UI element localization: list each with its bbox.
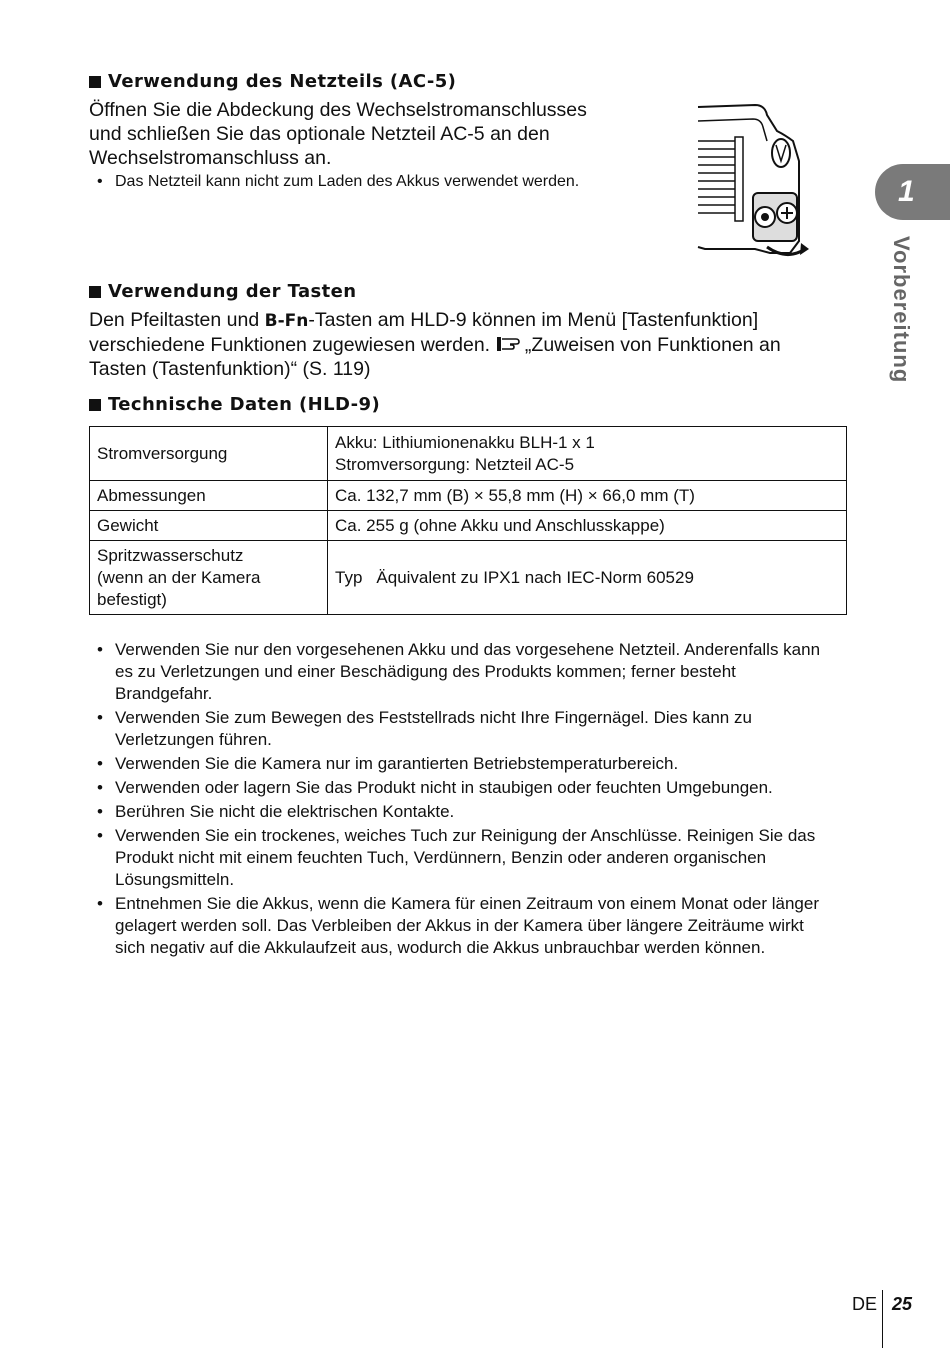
table-cell-value: Ca. 255 g (ohne Akku und Anschlusskappe) <box>328 511 847 541</box>
bullet-dot: • <box>97 640 103 659</box>
list-item <box>97 801 837 823</box>
square-bullet-icon <box>89 399 101 411</box>
list-item-text: Entnehmen Sie die Akkus, wenn die Kamera für einen Zeitraum von einem Monat oder länger gelagert werden soll. Das Verbleiben der Akkus in der Kamera über längere Zeiträume wirkt sich negativ auf die Akkulaufzeit aus, wodurch die Akkus unbrauchbar werden können. <box>115 894 820 957</box>
table-cell-value <box>328 427 847 481</box>
footer-language: DE <box>852 1294 878 1314</box>
table-cell-value <box>328 541 847 615</box>
table-cell-label <box>90 541 328 615</box>
text-line: befestigt) <box>97 589 167 609</box>
text-line: (wenn an der Kamera <box>97 567 261 587</box>
bullet-dot: • <box>97 778 103 797</box>
heading-tasten-text: Verwendung der Tasten <box>108 281 357 302</box>
chapter-number: 1 <box>898 175 915 208</box>
list-item-text: Verwenden Sie ein trockenes, weiches Tuch zur Reinigung der Anschlüsse. Reinigen Sie das Produkt nicht mit einem feuchten Tuch, Verdünnern, Benzin oder anderen organischen Lösungsmitteln. <box>115 826 816 889</box>
heading-technische-daten-text: Technische Daten (HLD-9) <box>108 394 381 415</box>
table-cell-value: Ca. 132,7 mm (B) × 55,8 mm (H) × 66,0 mm (T) <box>328 481 847 511</box>
bullet-dot: • <box>97 802 103 821</box>
table-row <box>90 427 847 481</box>
text-segment: -Tasten am HLD-9 können im Menü [Tastenfunktion] <box>308 309 759 331</box>
list-item-text: Verwenden Sie zum Bewegen des Feststellrads nicht Ihre Fingernägel. Dies kann zu Verletzungen führen. <box>115 708 752 749</box>
list-item-text: Verwenden oder lagern Sie das Produkt nicht in staubigen oder feuchten Umgebungen. <box>115 778 773 797</box>
text-segment: „Zuweisen von Funktionen an <box>519 334 781 356</box>
text-line: Öffnen Sie die Abdeckung des Wechselstromanschlusses <box>89 99 587 121</box>
paragraph-tasten <box>89 308 829 381</box>
netzteil-note-text: Das Netzteil kann nicht zum Laden des Akkus verwendet werden. <box>115 173 580 190</box>
heading-netzteil <box>89 71 456 92</box>
square-bullet-icon <box>89 76 101 88</box>
bullet-dot: • <box>97 894 103 913</box>
chapter-title: Vorbereitung <box>889 236 914 384</box>
bfn-key-label: B-Fn <box>264 311 309 331</box>
list-item <box>97 893 837 959</box>
text-line <box>89 333 829 357</box>
list-item <box>97 825 837 891</box>
list-item <box>97 707 837 751</box>
netzteil-note <box>97 171 579 193</box>
text-line: Spritzwasserschutz <box>97 545 244 565</box>
bullet-dot: • <box>97 173 103 190</box>
list-item <box>97 639 837 705</box>
reference-hand-icon <box>496 335 520 353</box>
text-segment: verschiedene Funktionen zugewiesen werden. <box>89 334 496 356</box>
footer-divider <box>882 1290 883 1348</box>
spec-table <box>89 426 847 615</box>
chapter-tab <box>875 164 950 220</box>
heading-netzteil-text: Verwendung des Netzteils (AC-5) <box>108 71 457 92</box>
text-line: und schließen Sie das optionale Netzteil AC-5 an den <box>89 123 550 145</box>
paragraph-netzteil <box>89 98 609 170</box>
text-line: Stromversorgung: Netzteil AC-5 <box>335 454 575 474</box>
table-cell-label: Stromversorgung <box>90 427 328 481</box>
text-line <box>89 308 829 333</box>
typ-value: Äquivalent zu IPX1 nach IEC-Norm 60529 <box>376 567 694 587</box>
bullet-dot: • <box>97 826 103 845</box>
text-segment: Den Pfeiltasten und <box>89 309 265 331</box>
text-line: Akku: Lithiumionenakku BLH-1 x 1 <box>335 432 595 452</box>
list-item-text: Verwenden Sie nur den vorgesehenen Akku und das vorgesehene Netzteil. Anderenfalls kann es zu Verletzungen und einer Beschädigung des Produkts kommen; ferner besteht Brandgefahr. <box>115 640 821 703</box>
text-line: Wechselstromanschluss an. <box>89 147 332 169</box>
square-bullet-icon <box>89 286 101 298</box>
table-row <box>90 511 847 541</box>
bullet-dot: • <box>97 754 103 773</box>
list-item <box>97 753 837 775</box>
bullet-dot: • <box>97 708 103 727</box>
table-row <box>90 541 847 615</box>
heading-technische-daten <box>89 394 380 415</box>
notes-list <box>97 639 837 961</box>
list-item-text: Berühren Sie nicht die elektrischen Kontakte. <box>115 802 455 821</box>
list-item <box>97 777 837 799</box>
table-cell-label: Abmessungen <box>90 481 328 511</box>
table-row <box>90 481 847 511</box>
heading-tasten <box>89 281 356 302</box>
page-number: 25 <box>892 1294 913 1314</box>
ac-port-illustration <box>695 101 810 261</box>
text-line: Tasten (Tastenfunktion)“ (S. 119) <box>89 358 371 380</box>
table-cell-label: Gewicht <box>90 511 328 541</box>
typ-label: Typ <box>335 567 363 587</box>
list-item-text: Verwenden Sie die Kamera nur im garantierten Betriebstemperaturbereich. <box>115 754 679 773</box>
